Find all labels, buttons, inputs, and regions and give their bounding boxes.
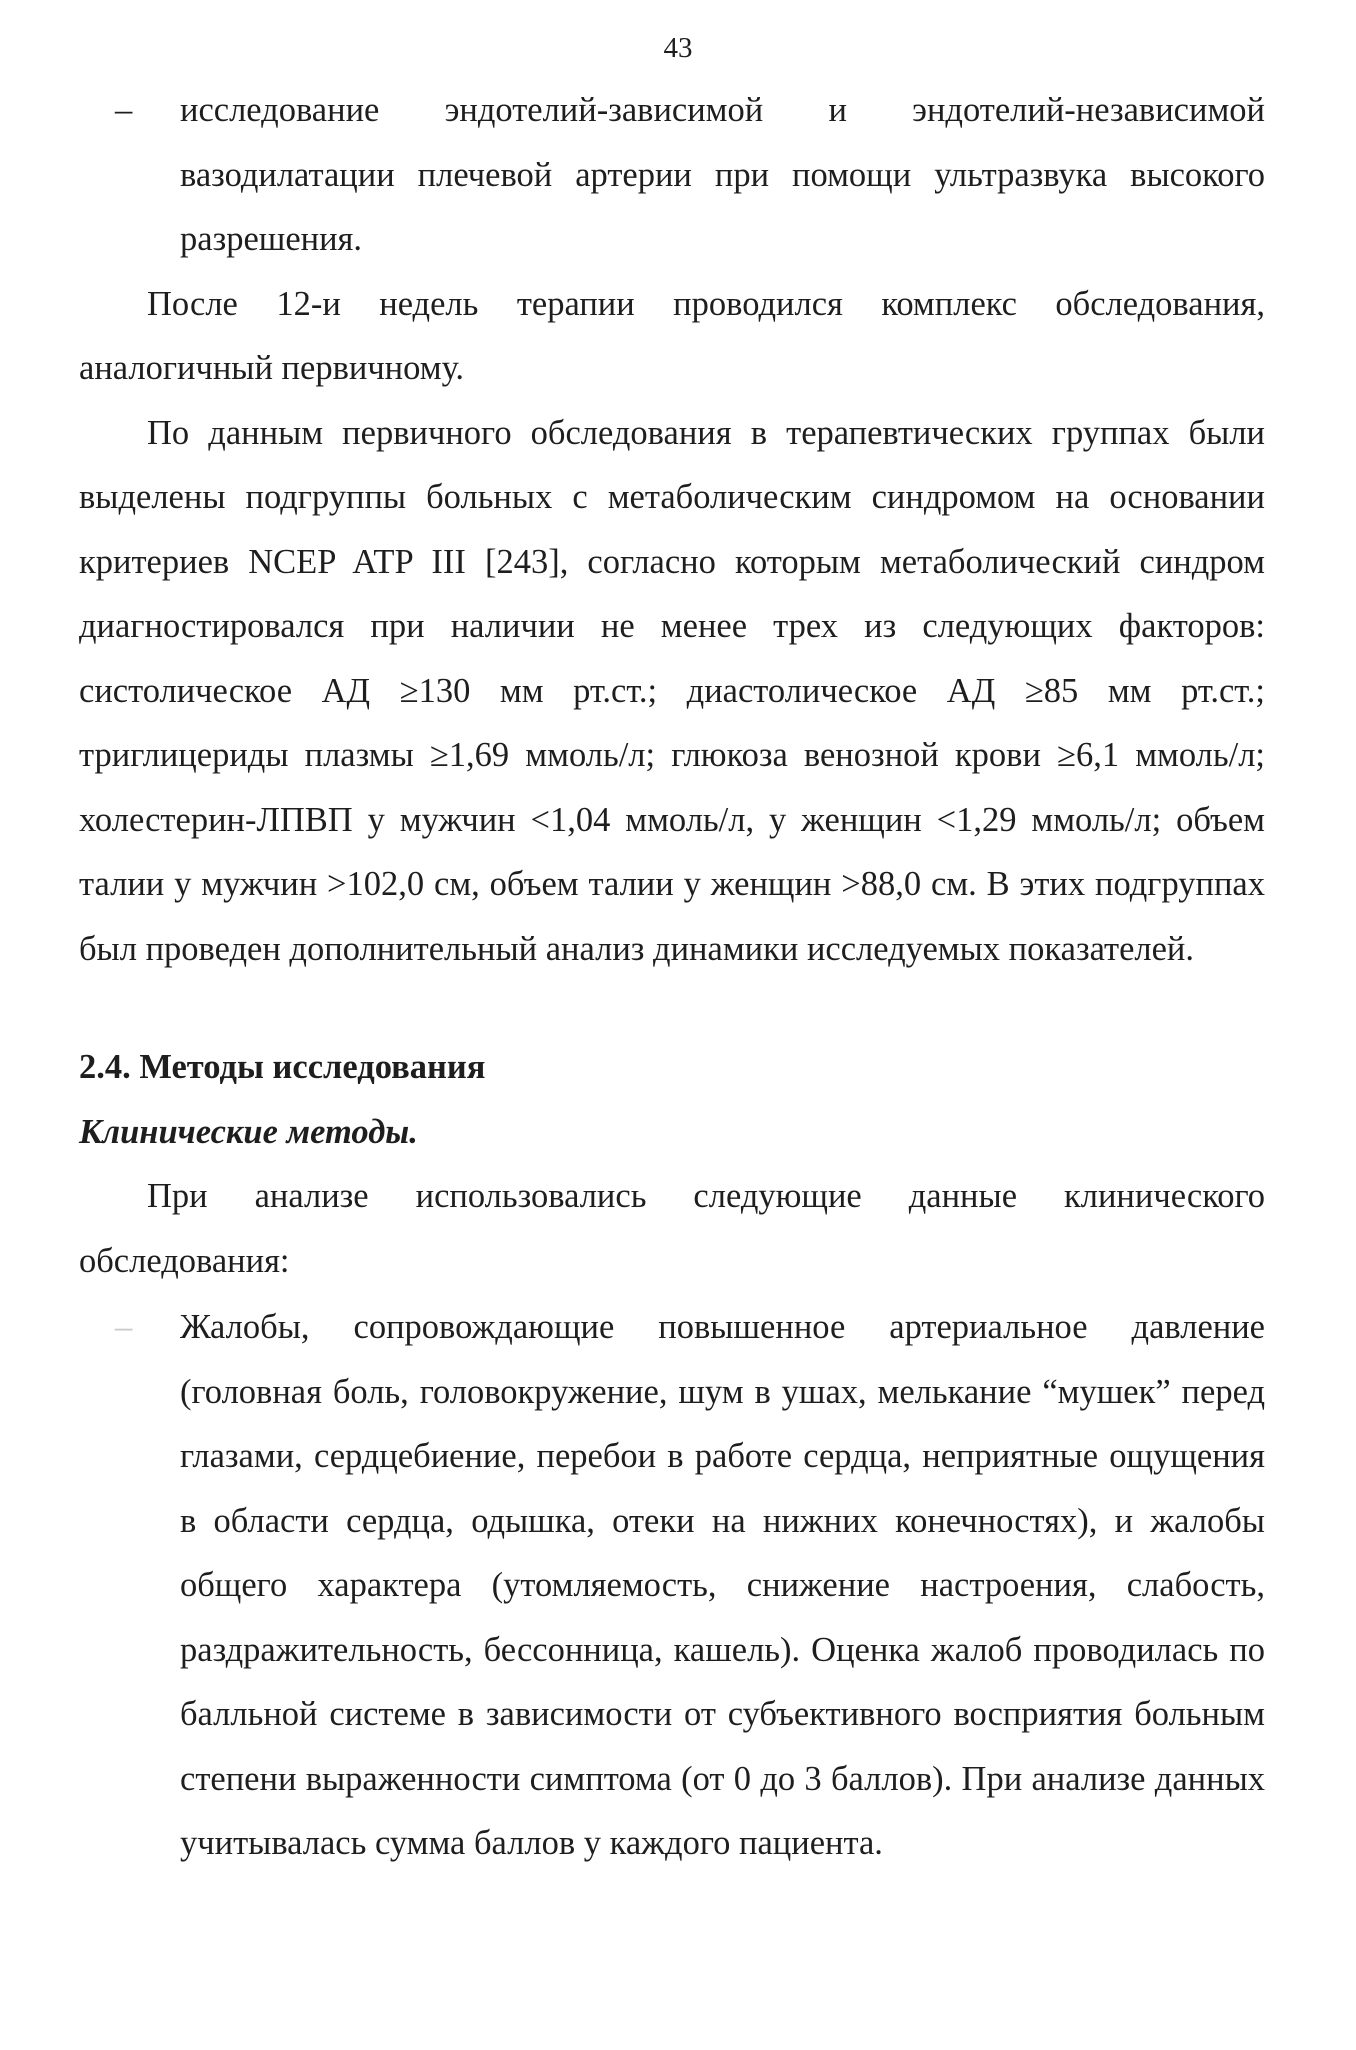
section-spacer (79, 981, 1265, 1035)
list-dash-marker: – (115, 1308, 133, 1346)
page-content (79, 78, 1265, 1876)
section-subheading: Клинические методы. (79, 1112, 418, 1151)
paragraph-after-therapy: После 12-и недель терапии проводился комплекс обследования, аналогичный первичному. (79, 284, 1265, 387)
list-item-text: исследование эндотелий-зависимой и эндотелий-независимой вазодилатации плечевой артерии при помощи ультразвука высокого разрешения. (180, 91, 1265, 258)
list-item (79, 1295, 1265, 1876)
section-heading: 2.4. Методы исследования (79, 1048, 486, 1086)
paragraph-metabolic-syndrome: По данным первичного обследования в терапевтических группах были выделены подгруппы больных с метаболическим синдромом на основании критериев NCEP ATP III [243], согласно которым метаболический синдром диагностировался при наличии не менее трех из следующих факторов: систолическое АД ≥130 мм рт.ст.; диастолическое АД ≥85 мм рт.ст.; триглицериды плазмы ≥1,69 ммоль/л; глюкоза венозной крови ≥6,1 ммоль/л; холестерин-ЛПВП у мужчин <1,04 ммоль/л, у женщин <1,29 ммоль/л; объем талии у мужчин >102,0 см, объем талии у женщин >88,0 см. В этих подгруппах был проведен дополнительный анализ динамики исследуемых показателей. (79, 413, 1265, 968)
page-number: 43 (663, 32, 693, 64)
list-item-text: Жалобы, сопровождающие повышенное артериальное давление (головная боль, головокружение, шум в ушах, мелькание “мушек” перед глазами, сердцебиение, перебои в работе сердца, неприятные ощущения в области сердца, одышка, отеки на нижних конечностях), и жалобы общего характера (утомляемость, снижение настроения, слабость, раздражительность, бессонница, кашель). Оценка жалоб проводилась по балльной системе в зависимости от субъективного восприятия больным степени выраженности симптома (от 0 до 3 баллов). При анализе данных учитывалась сумма баллов у каждого пациента. (180, 1308, 1265, 1862)
list-item (79, 78, 1265, 272)
list-dash-marker: – (115, 91, 133, 129)
paragraph-clinical-data: При анализе использовались следующие данные клинического обследования: (79, 1177, 1265, 1280)
